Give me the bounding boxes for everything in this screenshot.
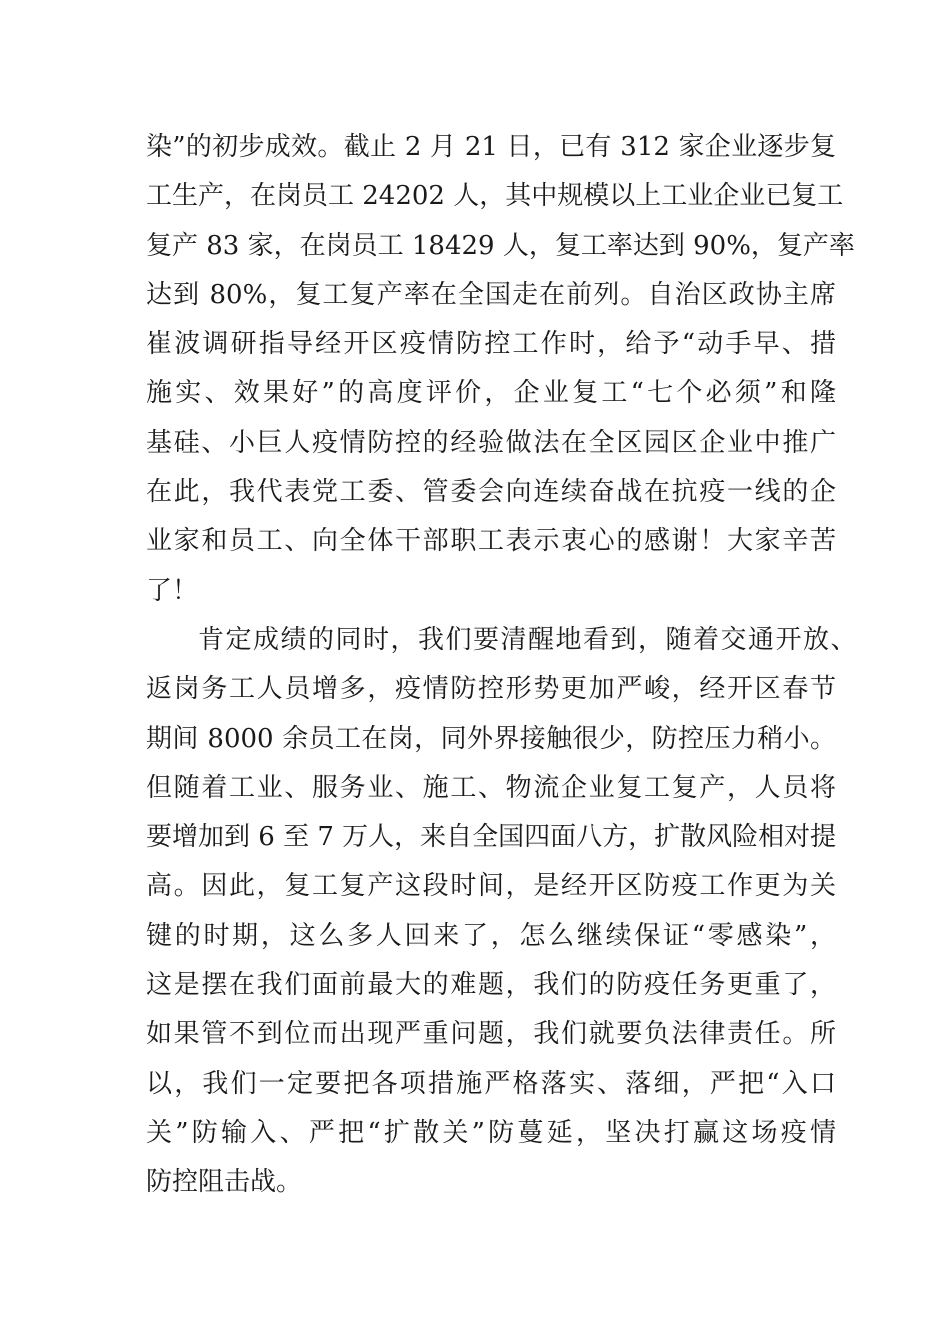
paragraph-2-line-12: 防控阻击战。	[146, 1167, 303, 1198]
paragraph-1-line-7: 基硅、小巨人疫情防控的经验做法在全区园区企业中推广	[146, 427, 836, 458]
paragraph-2-line-4: 但随着工业、服务业、施工、物流企业复工复产，人员将	[146, 772, 836, 803]
paragraph-2-line-9: 如果管不到位而出现严重问题，我们就要负法律责任。所	[146, 1019, 836, 1050]
document-body	[146, 123, 859, 1208]
paragraph-1-line-5: 崔波调研指导经开区疫情防控工作时，给予“动手早、措	[146, 329, 836, 360]
paragraph-1-line-9: 业家和员工、向全体干部职工表示衷心的感谢！大家辛苦	[146, 526, 836, 557]
paragraph-2-line-1: 肯定成绩的同时，我们要清醒地看到，随着交通开放、	[198, 624, 859, 655]
paragraph-2-line-3: 期间 8000 余员工在岗，同外界接触很少，防控压力稍小。	[146, 723, 836, 754]
paragraph-2-line-6: 高。因此，复工复产这段时间，是经开区防疫工作更为关	[146, 871, 836, 902]
paragraph-1-line-8: 在此，我代表党工委、管委会向连续奋战在抗疫一线的企	[146, 477, 836, 508]
paragraph-2-line-7: 键的时期，这么多人回来了，怎么继续保证“零感染”，	[146, 920, 836, 951]
paragraph-2-line-10: 以，我们一定要把各项措施严格落实、落细，严把“入口	[146, 1068, 836, 1099]
paragraph-1-line-6: 施实、效果好”的高度评价，企业复工“七个必须”和隆	[146, 378, 836, 409]
paragraph-1-line-2: 工生产，在岗员工 24202 人，其中规模以上工业企业已复工	[146, 181, 844, 212]
paragraph-2-line-2: 返岗务工人员增多，疫情防控形势更加严峻，经开区春节	[146, 674, 836, 705]
paragraph-1-line-1: 染”的初步成效。截止 2 月 21 日，已有 312 家企业逐步复	[146, 132, 836, 162]
paragraph-1-line-10: 了！	[146, 575, 199, 606]
paragraph-1-line-4: 达到 80%，复工复产率在全国走在前列。自治区政协主席	[146, 279, 836, 310]
paragraph-2-line-5: 要增加到 6 至 7 万人，来自全国四面八方，扩散风险相对提	[146, 822, 837, 853]
paragraph-2-line-8: 这是摆在我们面前最大的难题，我们的防疫任务更重了，	[146, 970, 836, 1001]
paragraph-1-line-3: 复产 83 家，在岗员工 18429 人，复工率达到 90%，复产率	[146, 230, 855, 261]
paragraph-2-line-11: 关”防输入、严把“扩散关”防蔓延，坚决打赢这场疫情	[146, 1117, 836, 1148]
